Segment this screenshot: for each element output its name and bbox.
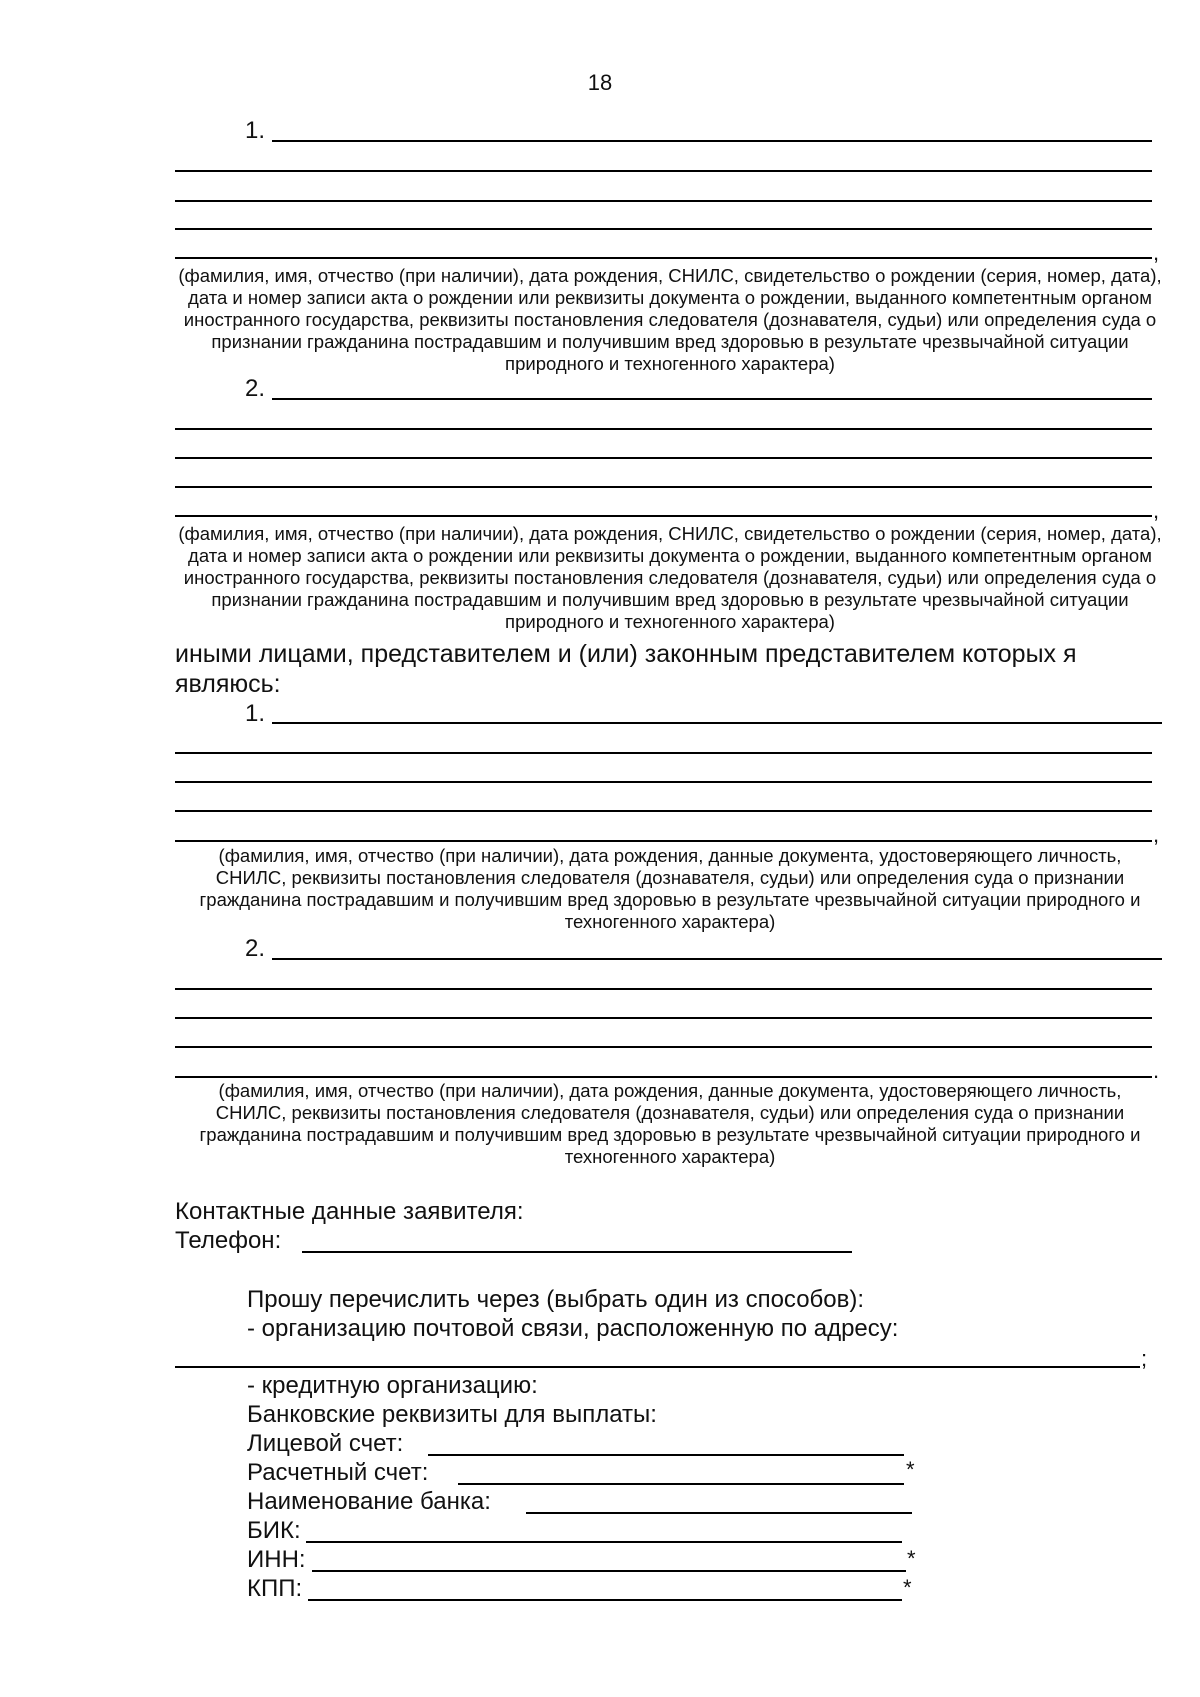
credit-option: - кредитную организацию: [247, 1372, 538, 1399]
represented-1-field-line[interactable] [175, 810, 1152, 812]
represented-2-field-line[interactable] [272, 958, 1162, 960]
victim-1-field-line[interactable] [175, 200, 1152, 202]
contacts-heading: Контактные данные заявителя: [175, 1198, 524, 1225]
postal-address-field[interactable] [175, 1366, 1140, 1368]
victim-1-comma: , [1153, 240, 1160, 265]
victim-2-comma: , [1153, 498, 1160, 523]
represented-1-number: 1. [245, 700, 266, 727]
victim-1-field-line[interactable] [175, 257, 1152, 259]
phone-field[interactable] [302, 1251, 852, 1253]
inn-field[interactable] [312, 1570, 906, 1572]
represented-1-field-line[interactable] [175, 752, 1152, 754]
represented-2-field-line[interactable] [175, 1076, 1152, 1078]
victim-1-number: 1. [245, 117, 266, 144]
represented-2-field-line[interactable] [175, 988, 1152, 990]
victim-2-field-line[interactable] [272, 398, 1152, 400]
represented-2-number: 2. [245, 935, 266, 962]
victim-1-caption: (фамилия, имя, отчество (при наличии), дата рождения, СНИЛС, свидетельство о рождении (серия, номер, дата), дата и номер записи акта о рождении или реквизиты документа о рождении, выданного компетентным органом иностранного государства, реквизиты постановления следователя (дознавателя, судьи) или определения суда о признании гражданина пострадавшим и получившим вред здоровью в результате чрезвычайной ситуации природного и техногенного характера) [178, 265, 1162, 374]
represented-2-period: . [1153, 1058, 1160, 1083]
victim-1-field-line[interactable] [175, 170, 1152, 172]
inn-label: ИНН: [247, 1546, 306, 1573]
victim-1-field-line[interactable] [175, 228, 1152, 230]
victim-2-caption: (фамилия, имя, отчество (при наличии), дата рождения, СНИЛС, свидетельство о рождении (серия, номер, дата), дата и номер записи акта о рождении или реквизиты документа о рождении, выданного компетентным органом иностранного государства, реквизиты постановления следователя (дознавателя, судьи) или определения суда о признании гражданина пострадавшим и получившим вред здоровью в результате чрезвычайной ситуации природного и техногенного характера) [178, 523, 1162, 632]
postal-address-semicolon: ; [1141, 1346, 1148, 1371]
payment-intro: Прошу перечислить через (выбрать один из способов): [247, 1286, 865, 1313]
personal-account-label: Лицевой счет: [247, 1430, 404, 1457]
victim-2-field-line[interactable] [175, 486, 1152, 488]
victim-2-field-line[interactable] [175, 428, 1152, 430]
bik-field[interactable] [306, 1541, 902, 1543]
bank-name-label: Наименование банка: [247, 1488, 491, 1515]
represented-2-field-line[interactable] [175, 1017, 1152, 1019]
represented-intro-line-2: являюсь: [175, 670, 281, 698]
represented-2-caption: (фамилия, имя, отчество (при наличии), дата рождения, данные документа, удостоверяющего личность, СНИЛС, реквизиты постановления следователя (дознавателя, судьи) или определения суда о признании гражданина пострадавшим и получившим вред здоровью в результате чрезвычайной ситуации природного и техногенного характера) [199, 1080, 1141, 1167]
victim-2-number: 2. [245, 375, 266, 402]
bank-name-field[interactable] [526, 1512, 912, 1514]
inn-asterisk: * [907, 1546, 916, 1571]
represented-1-field-line[interactable] [272, 722, 1162, 724]
page-number: 18 [587, 70, 613, 95]
settlement-account-asterisk: * [906, 1457, 915, 1482]
represented-2-field-line[interactable] [175, 1046, 1152, 1048]
postal-option: - организацию почтовой связи, расположенную по адресу: [247, 1315, 899, 1342]
victim-1-field-line[interactable] [272, 140, 1152, 142]
bank-details-heading: Банковские реквизиты для выплаты: [247, 1401, 657, 1428]
kpp-asterisk: * [903, 1575, 912, 1600]
personal-account-field[interactable] [428, 1454, 904, 1456]
victim-2-field-line[interactable] [175, 457, 1152, 459]
phone-label: Телефон: [175, 1227, 282, 1254]
bik-label: БИК: [247, 1517, 301, 1544]
kpp-field[interactable] [308, 1599, 902, 1601]
represented-1-comma: , [1153, 822, 1160, 847]
represented-1-caption: (фамилия, имя, отчество (при наличии), дата рождения, данные документа, удостоверяющего личность, СНИЛС, реквизиты постановления следователя (дознавателя, судьи) или определения суда о признании гражданина пострадавшим и получившим вред здоровью в результате чрезвычайной ситуации природного и техногенного характера) [199, 845, 1141, 932]
settlement-account-field[interactable] [458, 1483, 904, 1485]
victim-2-field-line[interactable] [175, 515, 1152, 517]
settlement-account-label: Расчетный счет: [247, 1459, 429, 1486]
represented-1-field-line[interactable] [175, 840, 1152, 842]
kpp-label: КПП: [247, 1575, 303, 1602]
represented-intro-line-1: иными лицами, представителем и (или) законным представителем которых я [175, 640, 1077, 668]
represented-1-field-line[interactable] [175, 781, 1152, 783]
